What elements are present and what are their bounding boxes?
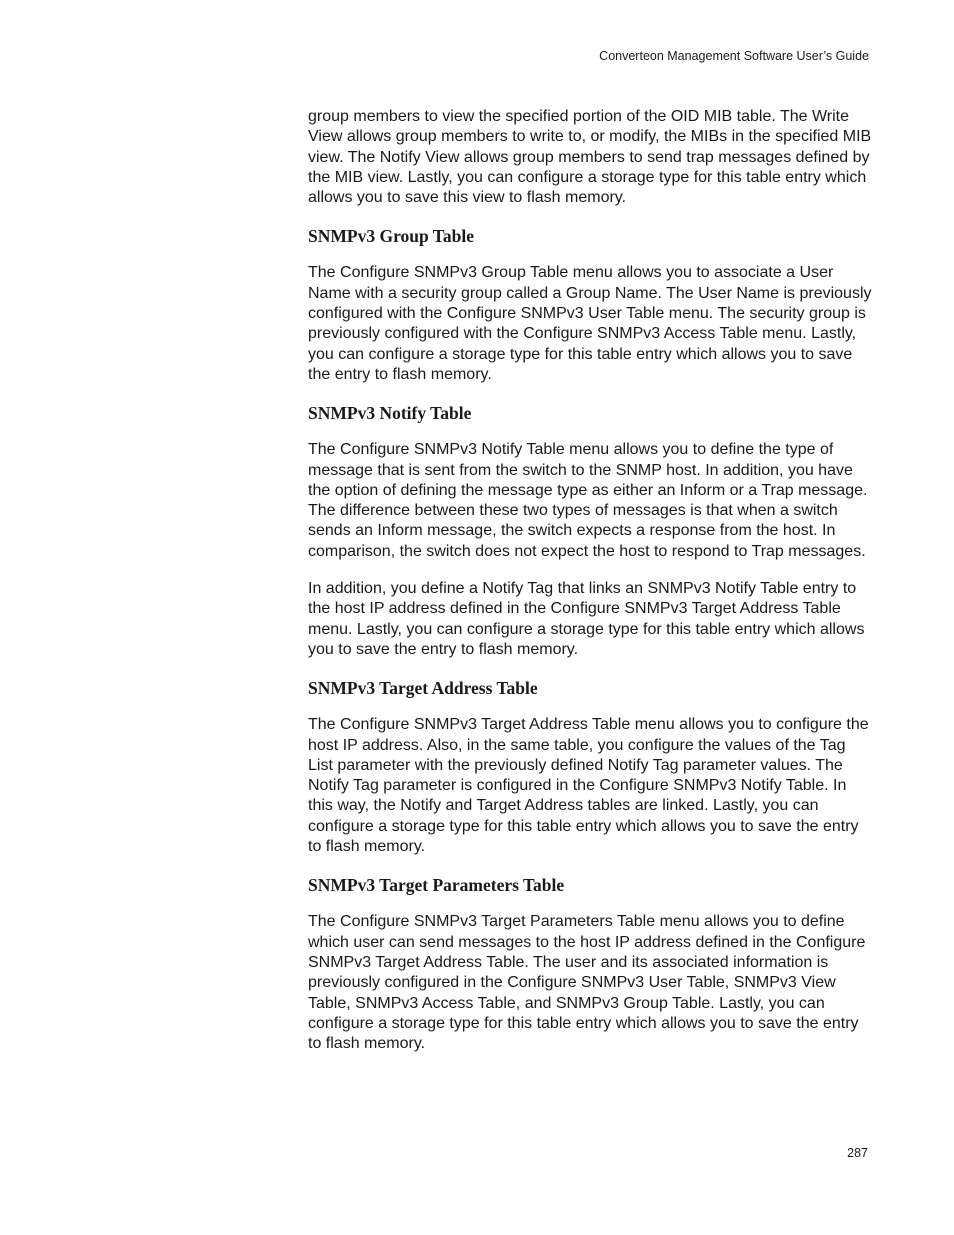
section-heading: SNMPv3 Target Address Table [308,678,538,699]
section-target-address-table [308,677,874,857]
intro-paragraph: group members to view the specified portion of the OID MIB table. The Write View allows group members to write to, or modify, the MIBs in the specified MIB view. The Notify View allows group members to send trap messages defined by the MIB view. Lastly, you can configure a storage type for this table entry which allows you to save this view to flash memory. [308,108,872,207]
section-group-table [308,225,874,385]
section-paragraph: The Configure SNMPv3 Group Table menu allows you to associate a User Name with a security group called a Group Name. The User Name is previously configured with the Configure SNMPv3 User Table menu. The security group is previously configured with the Configure SNMPv3 Access Table menu. Lastly, you can configure a storage type for this table entry which allows you to save the entry to flash memory. [308,264,872,383]
page-number: 287 [847,1146,868,1160]
section-heading: SNMPv3 Notify Table [308,403,472,424]
section-heading: SNMPv3 Group Table [308,226,474,247]
running-header: Converteon Management Software User’s Guide [599,49,869,63]
page-body [308,107,874,1071]
section-target-parameters-table [308,874,874,1054]
section-paragraph: The Configure SNMPv3 Target Address Table menu allows you to configure the host IP address. Also, in the same table, you configure the values of the Tag List parameter with the previously defined Notify Tag parameter values. The Notify Tag parameter is configured in the Configure SNMPv3 Notify Table. In this way, the Notify and Target Address tables are linked. Lastly, you can configure a storage type for this table entry which allows you to save the entry to flash memory. [308,716,869,856]
section-paragraph: The Configure SNMPv3 Target Parameters Table menu allows you to define which user can send messages to the host IP address defined in the Configure SNMPv3 Target Address Table. The user and its associated information is previously configured in the Configure SNMPv3 User Table, SNMPv3 View Table, SNMPv3 Access Table, and SNMPv3 Group Table. Lastly, you can configure a storage type for this table entry which allows you to save the entry to flash memory. [308,913,866,1053]
section-notify-table [308,402,874,660]
section-heading: SNMPv3 Target Parameters Table [308,875,565,896]
section-paragraph: The Configure SNMPv3 Notify Table menu allows you to define the type of message that is sent from the switch to the SNMP host. In addition, you have the option of defining the message type as either an Inform or a Trap message. The difference between these two types of messages is that when a switch sends an Inform message, the switch expects a response from the host. In comparison, the switch does not expect the host to respond to Trap messages. [308,441,868,560]
section-paragraph: In addition, you define a Notify Tag that links an SNMPv3 Notify Table entry to the host IP address defined in the Configure SNMPv3 Target Address Table menu. Lastly, you can configure a storage type for this table entry which allows you to save the entry to flash memory. [308,580,865,658]
